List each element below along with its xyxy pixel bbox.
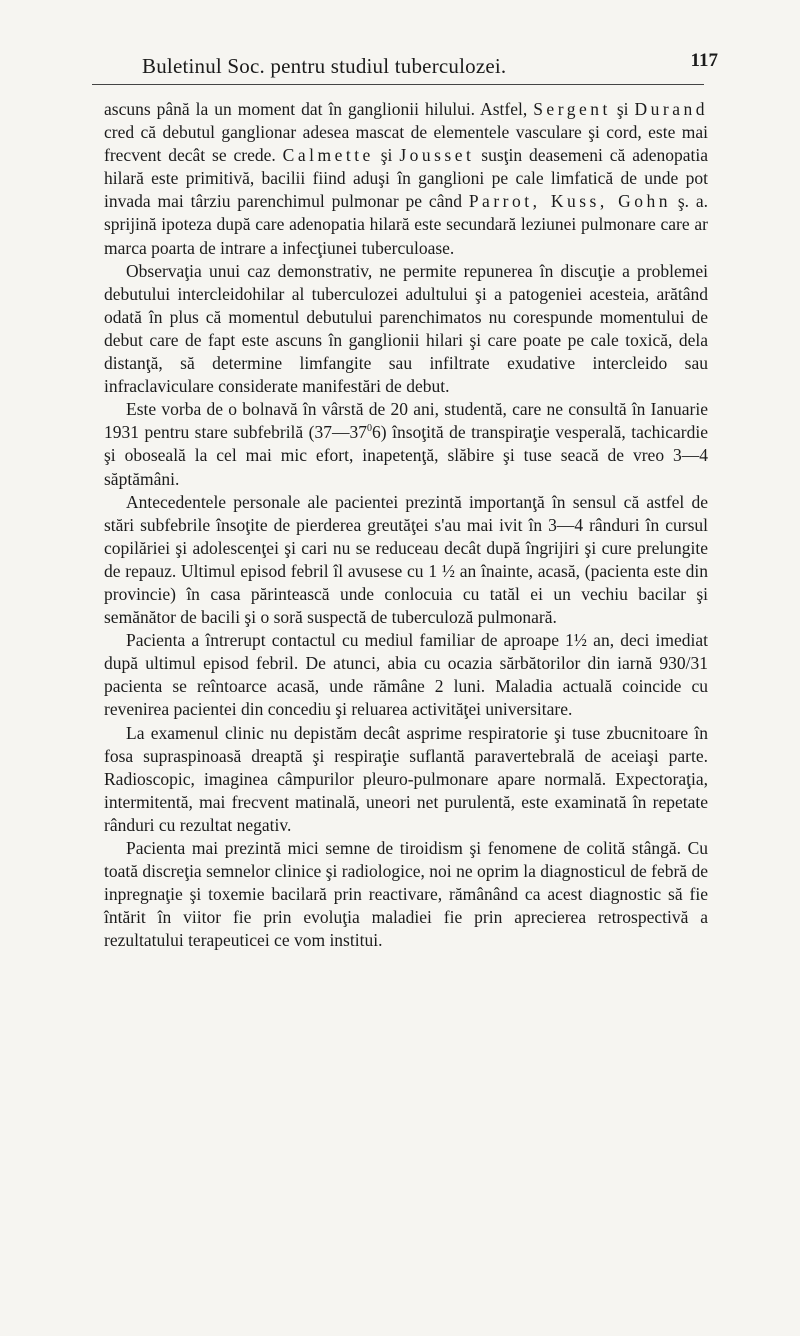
author-name: Calmette (282, 145, 374, 166)
author-name: Durand (634, 99, 708, 119)
author-name: Jousset (399, 145, 475, 166)
text-run: ascuns până la un moment dat în ganglionii hilului. Astfel, (104, 99, 534, 119)
paragraph-p4 (104, 491, 708, 630)
text-run: şi (373, 145, 400, 166)
paragraph-p6 (104, 722, 708, 837)
text-run: şi (610, 99, 635, 119)
page-number: 117 (690, 50, 718, 71)
header-rule (92, 84, 704, 85)
paragraph-p3 (104, 398, 708, 490)
running-header (92, 50, 718, 84)
paragraph-p5 (104, 629, 708, 721)
text-run: Pacienta mai prezintă mici semne de tiroidism şi fenomene de colită stângă. Cu toată discreţia semnelor clinice şi radiologice, noi ne oprim la diagnosticul de febră de inpregnaţie şi toxemie bacilară prin reactivare, rămânând ca acest diagnostic să fie întărit în viitor fie prin evoluţia maladiei fie prin aprecierea retrospectivă a rezultatului terapeuticei ce vom institui. (104, 838, 708, 951)
superscript: 0 (367, 423, 373, 435)
paragraph-p7 (104, 837, 708, 952)
text-run: susţin deasemeni că adenopatia hilară este primitivă, bacilii fiind aduşi în ganglioni pe cale limfatică de unde pot invada mai târziu parenchimul pulmonar pe când (104, 145, 708, 212)
text-run: ş. a. sprijină ipoteza după care adenopatia hilară este secundară leziunei pulmonare care ar marca poarta de intrare a infecţiunei tuberculoase. (104, 191, 709, 258)
author-name: Sergent (533, 99, 611, 119)
paragraph-p1 (104, 98, 708, 260)
text-run: Observaţia unui caz demonstrativ, ne permite repunerea în discuţie a problemei debutului intercleidohilar al tuberculozei adultului şi a patogeniei acesteia, arătând odată în plus că momentul debutului parenchimatos nu corespunde momentului de debut care de fapt este ascuns în ganglionii hilari şi care poate pe cale toxică, dela distanţă, să determine limfangite sau infiltrate exudative intercleido sau infraclaviculare considerate manifestări de debut. (104, 260, 708, 397)
text-run: La examenul clinic nu depistăm decât asprime respiratorie şi tuse zbucnitoare în fosa supraspinoasă dreaptă şi respiraţie suflantă paravertebrală de aceiaşi parte. Radioscopic, imaginea câmpurilor pleuro-pulmonare apare normală. Expectoraţia, intermitentă, mai frecvent matinală, uneori net purulentă, este examinată în repetate rânduri cu rezultat negativ. (104, 722, 708, 835)
article-body (104, 98, 708, 952)
text-run: cred că debutul ganglionar adesea mascat de elementele vasculare şi cord, este mai frecvent decât se crede. (104, 122, 708, 166)
text-run: Este vorba de o bolnavă în vârstă de 20 ani, studentă, care ne consultă în Ianuarie 1931 pentru stare subfebrilă (37—37 (104, 399, 708, 443)
text-run: Pacienta a întrerupt contactul cu mediul familiar de aproape 1½ an, deci imediat după ultimul episod febril. De atunci, abia cu ocazia sărbătorilor din iarnă 930/31 pacienta se reîntoarce acasă, unde rămâne 2 luni. Maladia actuală coincide cu revenirea pacientei din concediu şi reluarea activităţei universitare. (104, 630, 708, 720)
paragraph-p2 (104, 260, 708, 399)
text-run: Antecedentele personale ale pacientei prezintă importanţă în sensul că astfel de stări subfebrile însoţite de pierderea greutăţei s'au mai ivit în 3—4 rânduri în cursul copilăriei şi adolescenţei şi cari nu se reduceau decât după îngrijiri şi cure prelungite de repauz. Ultimul episod febril îl avusese cu 1 ½ an înainte, acasă, (pacienta este din provincie) în casa părintească unde conlocuia cu tatăl ei un vechiu bacilar şi semănător de bacili şi o soră suspectă de tuberculoză pulmonară. (104, 491, 708, 628)
text-run: 6) însoţită de transpiraţie vesperală, tachicardie şi oboseală la cel mai mic efort, inapetenţă, slăbire şi tuse seacă de vreo 3—4 săptămâni. (104, 422, 708, 489)
journal-title: Buletinul Soc. pentru studiul tuberculozei. (142, 54, 507, 78)
author-name: Parrot, Kuss, Gohn (468, 191, 671, 212)
